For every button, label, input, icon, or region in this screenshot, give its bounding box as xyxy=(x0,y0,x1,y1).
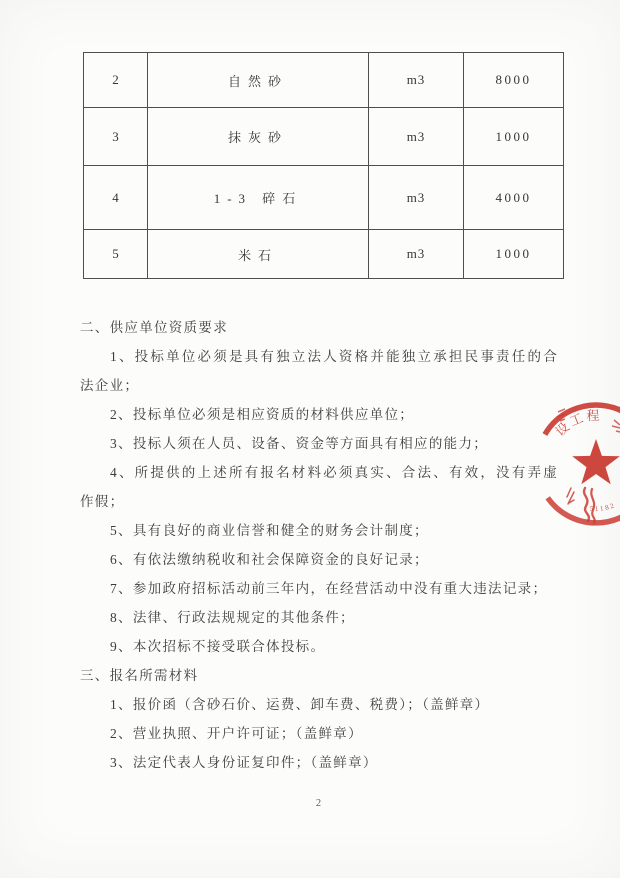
cell-material: 米石 xyxy=(148,230,369,279)
cell-unit: m3 xyxy=(369,166,464,230)
doc-line: 3、投标人须在人员、设备、资金等方面具有相应的能力； xyxy=(110,436,489,451)
doc-line: 1、投标单位必须是具有独立法人资格并能独立承担民事责任的合 xyxy=(110,349,558,364)
section-2-heading: 二、供应单位资质要求 xyxy=(80,320,228,335)
doc-line: 6、有依法缴纳税收和社会保障资金的良好记录； xyxy=(110,552,429,567)
seal-scribble xyxy=(567,488,595,523)
seal-rim-bottom-arc xyxy=(548,498,620,523)
doc-line: 1、报价函（含砂石价、运费、卸车费、税费）；（盖鲜章） xyxy=(110,697,490,712)
document-body xyxy=(80,313,558,777)
table-row xyxy=(84,230,564,279)
cell-quantity: 8000 xyxy=(464,53,564,108)
doc-line: 2、营业执照、开户许可证；（盖鲜章） xyxy=(110,726,363,741)
cell-quantity: 1000 xyxy=(464,108,564,166)
cell-seq: 5 xyxy=(84,230,148,279)
doc-line: 3、法定代表人身份证复印件；（盖鲜章） xyxy=(110,755,378,770)
cell-material: 1-3 碎石 xyxy=(148,166,369,230)
table-row xyxy=(84,53,564,108)
cell-quantity: 4000 xyxy=(464,166,564,230)
cell-unit: m3 xyxy=(369,108,464,166)
cell-seq: 2 xyxy=(84,53,148,108)
doc-line: 法企业； xyxy=(80,378,140,393)
cell-seq: 4 xyxy=(84,166,148,230)
cell-unit: m3 xyxy=(369,53,464,108)
cell-unit: m3 xyxy=(369,230,464,279)
cell-material: 自然砂 xyxy=(148,53,369,108)
seal-arc-text: 设工程 xyxy=(552,407,603,440)
doc-line: 8、法律、行政法规规定的其他条件； xyxy=(110,610,355,625)
doc-line: 4、所提供的上述所有报名材料必须真实、合法、有效，没有弄虚 xyxy=(110,465,558,480)
doc-line: 9、本次招标不接受联合体投标。 xyxy=(110,639,326,654)
seal-serial-number: 51182 xyxy=(589,500,617,514)
table-row xyxy=(84,108,564,166)
cell-seq: 3 xyxy=(84,108,148,166)
doc-line: 7、参加政府招标活动前三年内，在经营活动中没有重大违法记录； xyxy=(110,581,548,596)
doc-line: 2、投标单位必须是相应资质的材料供应单位； xyxy=(110,407,415,422)
page-number: 2 xyxy=(315,798,323,809)
doc-line: 作假； xyxy=(80,494,125,509)
cell-quantity: 1000 xyxy=(464,230,564,279)
materials-table xyxy=(83,52,564,279)
star-icon xyxy=(572,439,620,484)
section-3-heading: 三、报名所需材料 xyxy=(80,668,199,683)
doc-line: 5、具有良好的商业信誉和健全的财务会计制度； xyxy=(110,523,429,538)
cell-material: 抹灰砂 xyxy=(148,108,369,166)
seal-partial-glyph xyxy=(557,409,620,432)
table-row xyxy=(84,166,564,230)
